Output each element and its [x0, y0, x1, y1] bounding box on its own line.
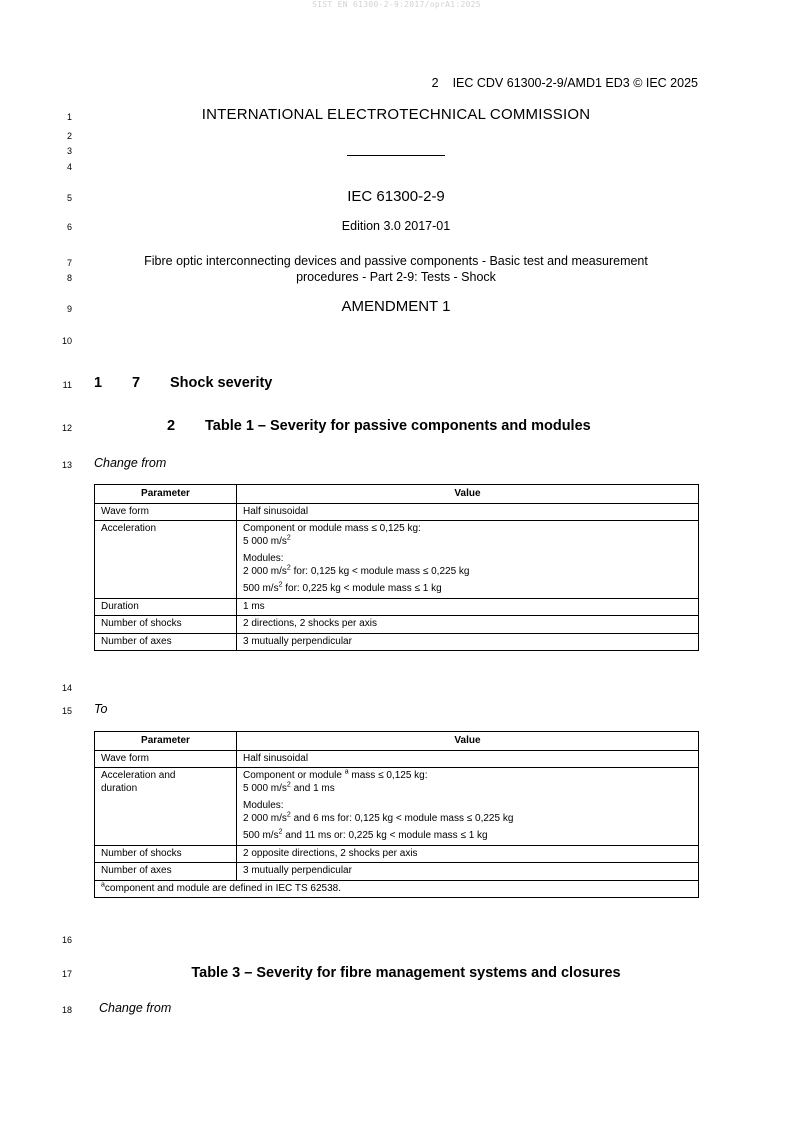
document-title-line-1: Fibre optic interconnecting devices and passive components - Basic test and measurement	[144, 254, 648, 268]
table-row	[95, 616, 699, 634]
table-row	[95, 768, 699, 846]
section-clause-number: 7	[132, 375, 141, 391]
cell-value: 3 mutually perpendicular	[237, 863, 699, 881]
to-label: To	[94, 702, 108, 716]
table-row	[95, 863, 699, 881]
cell-value	[237, 521, 699, 599]
table-row	[95, 521, 699, 599]
cell-parameter: Number of axes	[95, 633, 237, 651]
header-value: Value	[237, 732, 699, 751]
header-value: Value	[237, 485, 699, 504]
line-number: 17	[61, 969, 72, 979]
cell-parameter: Duration	[95, 598, 237, 616]
cell-parameter: Wave form	[95, 503, 237, 521]
cell-value: 1 ms	[237, 598, 699, 616]
change-from-label: Change from	[94, 456, 167, 470]
table1-item-number: 2	[167, 418, 176, 434]
line-number: 13	[61, 460, 72, 470]
line-number: 12	[61, 423, 72, 433]
line-number: 1	[66, 112, 72, 122]
line-number: 5	[66, 193, 72, 203]
table-row	[95, 633, 699, 651]
table-row	[95, 845, 699, 863]
value-line: 500 $m/s^2$ for: 0,225 kg < module mass ≤ 1 kg	[243, 581, 442, 594]
standard-number: IEC 61300-2-9	[347, 188, 445, 205]
cell-parameter: Number of axes	[95, 863, 237, 881]
line-number: 15	[61, 706, 72, 716]
page-number: 2	[431, 76, 439, 90]
cell-value: 2 directions, 2 shocks per axis	[237, 616, 699, 634]
edition-line: Edition 3.0 2017-01	[341, 219, 451, 233]
line-number: 2	[66, 131, 72, 141]
table-row	[95, 598, 699, 616]
table-footnote: $^a$component and module are defined in IEC TS 62538.	[95, 880, 699, 898]
change-from-label-2: Change from	[99, 1001, 172, 1015]
cell-parameter: Acceleration and duration	[95, 768, 237, 846]
separator-line	[347, 155, 445, 156]
table-header-row	[95, 732, 699, 751]
cell-value	[237, 768, 699, 846]
line-number: 10	[61, 336, 72, 346]
value-line: 500 $m/s^2$ and 11 ms or: 0,225 kg < module mass ≤ 1 kg	[243, 828, 488, 841]
cell-parameter: Wave form	[95, 750, 237, 768]
table1-caption	[167, 418, 591, 434]
cell-parameter: Number of shocks	[95, 616, 237, 634]
table3-caption: Table 3 – Severity for fibre management systems and closures	[191, 965, 621, 981]
document-reference: IEC CDV 61300-2-9/AMD1 ED3 © IEC 2025	[452, 76, 698, 90]
table-header-row	[95, 485, 699, 504]
section-item-number: 1	[94, 375, 103, 391]
severity-table-to	[94, 731, 699, 898]
cell-value: Half sinusoidal	[237, 503, 699, 521]
amendment-title: AMENDMENT 1	[341, 298, 451, 315]
line-number: 11	[62, 380, 72, 390]
line-number: 8	[66, 273, 72, 283]
table-row	[95, 750, 699, 768]
header-parameter: Parameter	[95, 732, 237, 751]
line-number: 3	[66, 146, 72, 156]
table-row	[95, 503, 699, 521]
value-line: Modules: 2 000 $m/s^2$ and 6 ms for: 0,125 kg < module mass ≤ 0,225 kg	[243, 800, 514, 824]
line-number: 7	[66, 258, 72, 268]
line-number: 14	[61, 683, 72, 693]
table-footnote-row	[95, 880, 699, 898]
header-parameter: Parameter	[95, 485, 237, 504]
section-heading	[94, 375, 272, 391]
line-number: 4	[66, 162, 72, 172]
section-title: Shock severity	[170, 375, 273, 391]
line-number: 18	[61, 1005, 72, 1015]
table1-title: Table 1 – Severity for passive components and modules	[205, 418, 591, 434]
value-line: Component or module mass ≤ 0,125 kg: 5 000 $m/s^2$	[243, 523, 421, 547]
cell-parameter: Number of shocks	[95, 845, 237, 863]
watermark: SIST EN 61300-2-9:2017/oprA1:2025	[312, 0, 481, 9]
cell-value: 2 opposite directions, 2 shocks per axis	[237, 845, 699, 863]
page-header	[432, 76, 698, 90]
document-title-line-2: procedures - Part 2-9: Tests - Shock	[296, 270, 496, 284]
value-line: Modules: 2 000 $m/s^2$ for: 0,125 kg < module mass ≤ 0,225 kg	[243, 553, 470, 577]
organization-title: INTERNATIONAL ELECTROTECHNICAL COMMISSION	[201, 106, 591, 123]
cell-parameter: Acceleration	[95, 521, 237, 599]
value-line: Component or module $^a$ mass ≤ 0,125 kg: 5 000 $m/s^2$ and 1 ms	[243, 768, 428, 794]
cell-value: Half sinusoidal	[237, 750, 699, 768]
severity-table-from	[94, 484, 699, 651]
cell-value: 3 mutually perpendicular	[237, 633, 699, 651]
line-number: 16	[61, 935, 72, 945]
line-number: 9	[66, 304, 72, 314]
line-number: 6	[66, 222, 72, 232]
